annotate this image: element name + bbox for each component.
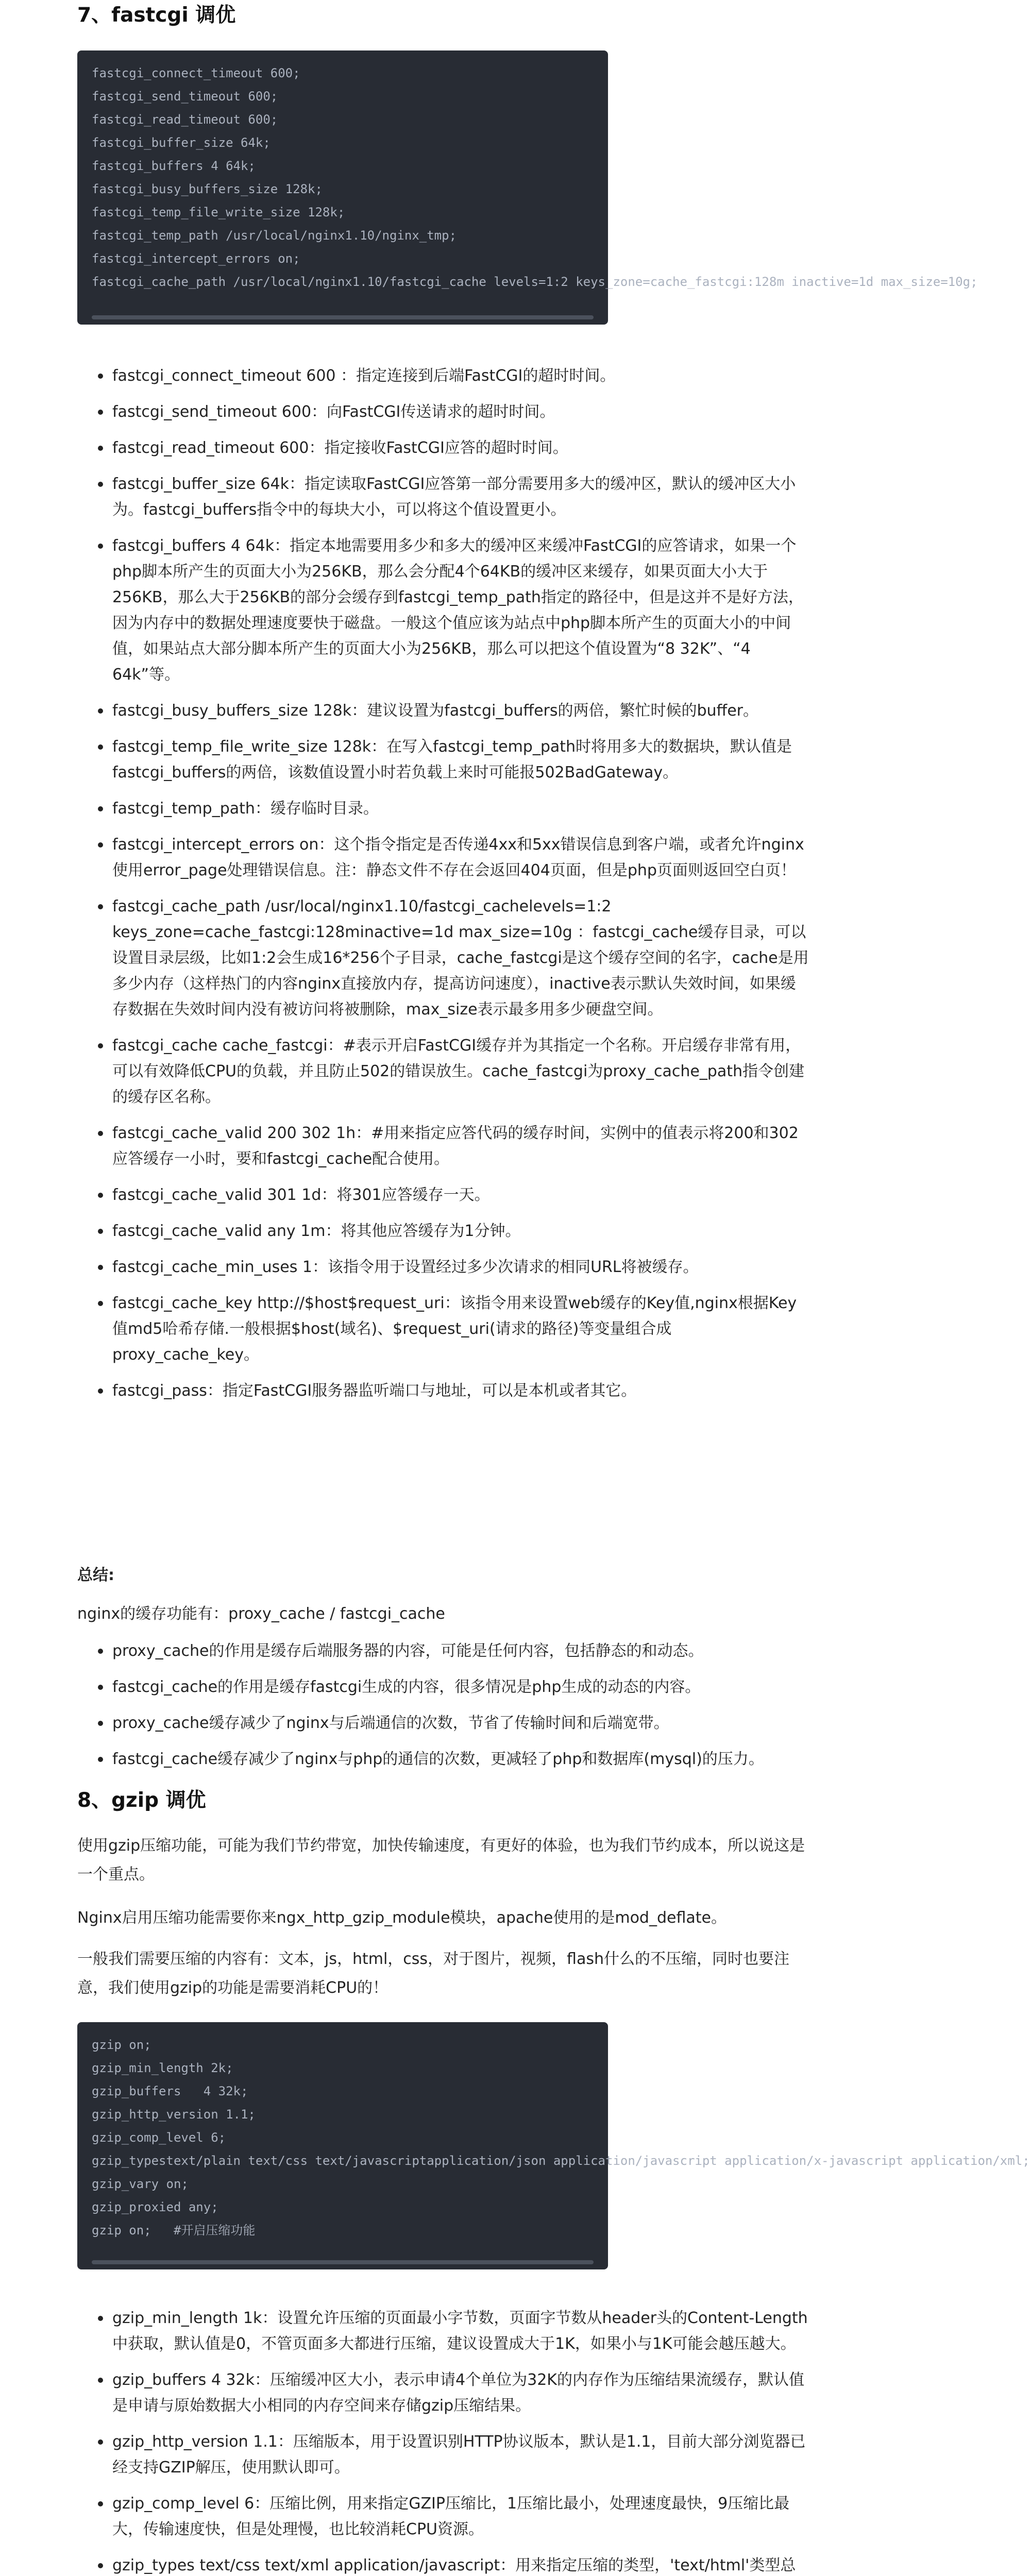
list-item: gzip_buffers 4 32k：压缩缓冲区大小，表示申请4个单位为32K的内存作为压缩结果流缓存，默认值是申请与原始数据大小相同的内存空间来存储gzip压缩结果。 [98, 2367, 809, 2419]
list-item: gzip_comp_level 6：压缩比例，用来指定GZIP压缩比，1压缩比最小，处理速度最快，9压缩比最大，传输速度快，但是处理慢，也比较消耗CPU资源。 [98, 2491, 809, 2543]
code-line: gzip_vary on; [92, 2177, 189, 2191]
code-scrollbar[interactable] [92, 2260, 594, 2264]
list-item: gzip_min_length 1k：设置允许压缩的页面最小字节数，页面字节数从header头的Content-Length中获取，默认值是0，不管页面多大都进行压缩，建议设置成大于1K，如果小与1K可能会越压越大。 [98, 2306, 809, 2357]
code-line: fastcgi_send_timeout 600; [92, 89, 278, 104]
gzip-param-list [98, 2306, 809, 2576]
list-item: fastcgi_temp_path：缓存临时目录。 [98, 796, 809, 822]
list-item: fastcgi_pass：指定FastCGI服务器监听端口与地址，可以是本机或者其它。 [98, 1378, 809, 1404]
code-block-fastcgi [77, 50, 978, 325]
list-item: fastcgi_cache_min_uses 1：该指令用于设置经过多少次请求的相同URL将被缓存。 [98, 1255, 809, 1280]
list-item: fastcgi_buffers 4 64k：指定本地需要用多少和多大的缓冲区来缓冲FastCGI的应答请求，如果一个php脚本所产生的页面大小为256KB，那么会分配4个64KB的缓冲区来缓存，如果页面大小大于256KB，那么大于256KB的部分会缓存到fastcgi_temp_path指定的路径中，但是这并不是好方法，因为内存中的数据处理速度要快于磁盘。一般这个值应该为站点中php脚本所产生的页面大小的中间值，如果站点大部分脚本所产生的页面大小为256KB，那么可以把这个值设置为“8 32K”、“4 64k”等。 [98, 533, 809, 688]
code-line: gzip_min_length 2k; [92, 2061, 233, 2075]
code-line: gzip_typestext/plain text/css text/javascriptapplication/json application/javascript application/x-javascript application/xml; [92, 2154, 1030, 2168]
code-scrollbar[interactable] [92, 315, 594, 319]
section-title-fastcgi: 7、fastcgi 调优 [77, 4, 236, 27]
section-title-gzip: 8、gzip 调优 [77, 1789, 206, 1812]
code-line: gzip_buffers 4 32k; [92, 2084, 248, 2098]
summary-intro: nginx的缓存功能有：proxy_cache / fastcgi_cache [77, 1605, 445, 1623]
code-line: gzip_proxied any; [92, 2200, 218, 2214]
code-line: fastcgi_intercept_errors on; [92, 251, 300, 266]
list-item: fastcgi_cache_path /usr/local/nginx1.10/fastcgi_cachelevels=1:2 keys_zone=cache_fastcgi:128minactive=1d max_size=10g ：fastcgi_cache缓存目录，可以设置目录层级，比如1:2会生成16*256个子目录，cache_fastcgi是这个缓存空间的名字，cache是用多少内存（这样热门的内容nginx直接放内存，提高访问速度），inactive表示默认失效时间，如果缓存数据在失效时间内没有被访问将被删除，max_size表示最多用多少硬盘空间。 [98, 894, 809, 1023]
list-item: fastcgi_connect_timeout 600 ：指定连接到后端FastCGI的超时时间。 [98, 363, 809, 389]
list-item: gzip_types text/css text/xml application/javascript：用来指定压缩的类型，'text/html'类型总 [98, 2553, 809, 2576]
gzip-intro-2: Nginx启用压缩功能需要你来ngx_http_gzip_module模块，apache使用的是mod_deflate。 [77, 1909, 727, 1927]
list-item: fastcgi_cache_key http://$host$request_uri：该指令用来设置web缓存的Key值,nginx根据Key值md5哈希存储.一般根据$host(域名)、$request_uri(请求的路径)等变量组合成proxy_cache_key。 [98, 1291, 809, 1368]
code-line: fastcgi_temp_path /usr/local/nginx1.10/nginx_tmp; [92, 228, 457, 243]
list-item: gzip_http_version 1.1：压缩版本，用于设置识别HTTP协议版本，默认是1.1，目前大部分浏览器已经支持GZIP解压，使用默认即可。 [98, 2429, 809, 2481]
list-item: fastcgi_busy_buffers_size 128k：建议设置为fastcgi_buffers的两倍，繁忙时候的buffer。 [98, 698, 809, 724]
gzip-intro-1: 使用gzip压缩功能，可能为我们节约带宽，加快传输速度，有更好的体验，也为我们节约成本，所以说这是一个重点。 [77, 1837, 805, 1884]
code-line: fastcgi_busy_buffers_size 128k; [92, 182, 323, 196]
code-line: fastcgi_buffer_size 64k; [92, 135, 271, 150]
gzip-intro-3: 一般我们需要压缩的内容有：文本，js，html，css，对于图片，视频，flash什么的不压缩，同时也要注意，我们使用gzip的功能是需要消耗CPU的！ [77, 1950, 789, 1997]
list-item: fastcgi_temp_file_write_size 128k：在写入fastcgi_temp_path时将用多大的数据块，默认值是fastcgi_buffers的两倍，该数值设置小时若负载上来时可能报502BadGateway。 [98, 734, 809, 786]
list-item: fastcgi_cache_valid 301 1d：将301应答缓存一天。 [98, 1182, 809, 1208]
code-line: gzip_comp_level 6; [92, 2130, 226, 2145]
code-line: gzip on; [92, 2038, 151, 2052]
list-item: fastcgi_cache cache_fastcgi：#表示开启FastCGI缓存并为其指定一个名称。开启缓存非常有用，可以有效降低CPU的负载，并且防止502的错误放生。cache_fastcgi为proxy_cache_path指令创建的缓存区名称。 [98, 1033, 809, 1110]
summary-label: 总结: [77, 1566, 114, 1584]
code-line: fastcgi_connect_timeout 600; [92, 66, 300, 80]
list-item: fastcgi_buffer_size 64k：指定读取FastCGI应答第一部分需要用多大的缓冲区，默认的缓冲区大小为。fastcgi_buffers指令中的每块大小，可以将这个值设置更小。 [98, 471, 809, 523]
list-item: fastcgi_cache的作用是缓存fastcgi生成的内容，很多情况是php生成的动态的内容。 [98, 1674, 809, 1700]
code-line: fastcgi_buffers 4 64k; [92, 159, 256, 173]
code-line: fastcgi_temp_file_write_size 128k; [92, 205, 345, 219]
list-item: fastcgi_cache缓存减少了nginx与php的通信的次数，更减轻了php和数据库(mysql)的压力。 [98, 1747, 809, 1772]
list-item: proxy_cache的作用是缓存后端服务器的内容，可能是任何内容，包括静态的和动态。 [98, 1638, 809, 1664]
code-block-gzip [77, 2022, 1030, 2269]
list-item: proxy_cache缓存减少了nginx与后端通信的次数，节省了传输时间和后端宽带。 [98, 1710, 809, 1736]
fastcgi-param-list [98, 363, 809, 1414]
summary-list [98, 1638, 809, 1783]
list-item: fastcgi_intercept_errors on：这个指令指定是否传递4xx和5xx错误信息到客户端，或者允许nginx使用error_page处理错误信息。注：静态文件不存在会返回404页面，但是php页面则返回空白页！ [98, 832, 809, 884]
code-line: gzip on; #开启压缩功能 [92, 2223, 256, 2238]
list-item: fastcgi_send_timeout 600：向FastCGI传送请求的超时时间。 [98, 399, 809, 425]
list-item: fastcgi_read_timeout 600：指定接收FastCGI应答的超时时间。 [98, 435, 809, 461]
list-item: fastcgi_cache_valid 200 302 1h：#用来指定应答代码的缓存时间，实例中的值表示将200和302应答缓存一小时，要和fastcgi_cache配合使用。 [98, 1121, 809, 1172]
code-line: fastcgi_read_timeout 600; [92, 112, 278, 127]
code-line: fastcgi_cache_path /usr/local/nginx1.10/fastcgi_cache levels=1:2 keys_zone=cache_fastcgi:128m inactive=1d max_size=10g; [92, 275, 978, 289]
list-item: fastcgi_cache_valid any 1m：将其他应答缓存为1分钟。 [98, 1218, 809, 1244]
code-line: gzip_http_version 1.1; [92, 2107, 256, 2122]
